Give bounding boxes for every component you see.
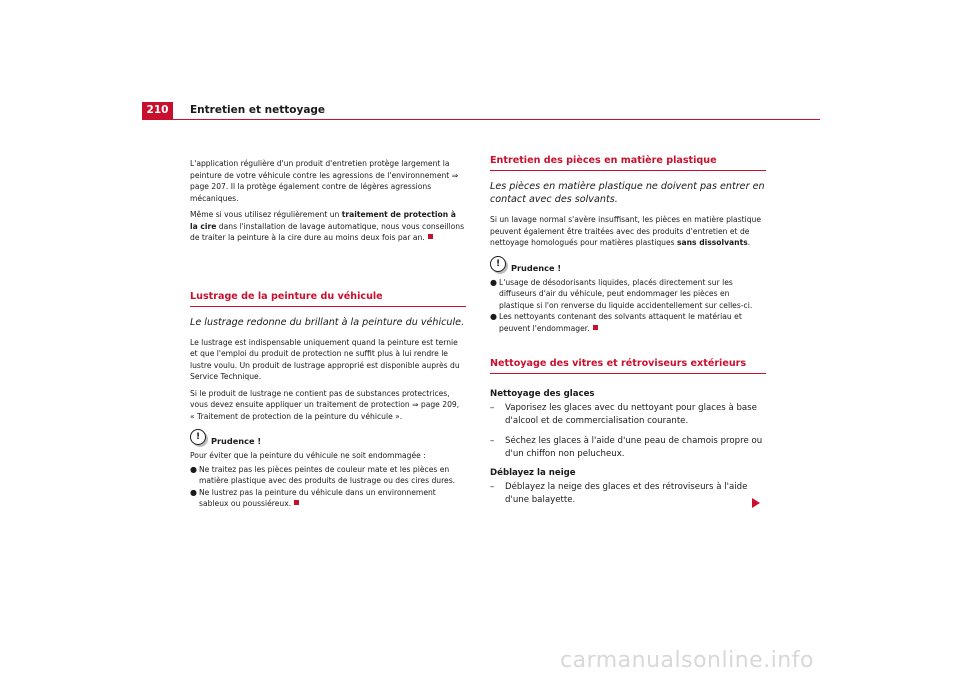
caution-box <box>190 428 466 446</box>
intro-paragraph: L'application régulière d'un produit d'entretien protège largement la peinture de votre véhicule contre les agressions de l'environnement ⇒ page 207. Il la protège également contre de légères agressions mécaniques. <box>190 159 459 203</box>
page-header-title: Entretien et nettoyage <box>190 104 326 116</box>
list-item: ● Les nettoyants contenant des solvants attaquent le matériau et peuvent l'endommager. <box>490 312 742 333</box>
next-page-arrow-icon <box>752 498 760 508</box>
caution-label: Prudence ! <box>511 262 562 273</box>
list-item: ● Ne lustrez pas la peinture du véhicule dans un environnement sableux ou poussiéreux. <box>190 487 436 508</box>
section-title-glass: Nettoyage des vitres et rétroviseurs extérieurs <box>490 358 766 374</box>
plastic-paragraph: Si un lavage normal s'avère insuffisant, les pièces en matière plastique peuvent également être traitées avec des produits d'entretien et de nettoyage homologués pour matières plastiques sans dissolvants. <box>490 215 762 247</box>
step-item: – Séchez les glaces à l'aide d'une peau de chamois propre ou d'un chiffon non pelucheux. <box>490 436 763 459</box>
bullet-icon: ● <box>190 487 197 497</box>
page-number: 210 <box>142 102 173 119</box>
end-marker-icon <box>593 325 598 330</box>
left-column <box>190 158 466 510</box>
bullet-icon: ● <box>490 277 497 287</box>
bullet-icon: ● <box>190 464 197 474</box>
list-item: ● Ne traitez pas les pièces peintes de couleur mate et les pièces en matière plastique avec des produits de lustrage ou des cires dures. <box>190 464 456 485</box>
header-rule <box>142 119 820 120</box>
warning-icon: ! <box>190 429 206 445</box>
section-title-polish: Lustrage de la peinture du véhicule <box>190 291 466 307</box>
list-item: ● L'usage de désodorisants liquides, placés directement sur les diffuseurs d'air du véhicule, peut endommager les pièces en plastique si l'on renverse du liquide accidentellement sur celles-ci. <box>490 277 753 310</box>
warning-icon: ! <box>490 256 506 272</box>
watermark: carmanualsonline.info <box>560 648 814 673</box>
caution-intro: Pour éviter que la peinture du véhicule ne soit endommagée : <box>190 451 426 460</box>
caution-box <box>490 255 766 273</box>
caution-label: Prudence ! <box>211 436 262 446</box>
right-column <box>490 155 766 514</box>
polish-paragraph: Si le produit de lustrage ne contient pas de substances protectrices, vous devez ensuite appliquer un traitement de protection ⇒ page 209, « Traitement de protection de la peinture du véhicule ». <box>190 388 460 421</box>
step-item: – Déblayez la neige des glaces et des rétroviseurs à l'aide d'une balayette. <box>490 482 748 505</box>
section-title-plastic: Entretien des pièces en matière plastique <box>490 155 766 171</box>
steps-heading-snow: Déblayez la neige <box>490 468 576 478</box>
section-subtitle-plastic: Les pièces en matière plastique ne doivent pas entrer en contact avec des solvants. <box>490 181 765 205</box>
end-marker-icon <box>428 234 433 239</box>
polish-paragraph: Le lustrage est indispensable uniquement quand la peinture est ternie et que l'emploi du produit de protection ne suffit plus à lui rendre le lustre voulu. Un produit de lustrage approprié est disponible auprès du Service Technique. <box>190 337 460 381</box>
end-marker-icon <box>294 500 299 505</box>
bullet-icon: ● <box>490 312 497 321</box>
section-subtitle-polish: Le lustrage redonne du brillant à la peinture du véhicule. <box>190 316 465 328</box>
steps-heading-glass: Nettoyage des glaces <box>490 389 595 399</box>
wax-paragraph: Même si vous utilisez régulièrement un traitement de protection à la cire dans l'installation de lavage automatique, nous vous conseillons de traiter la peinture à la cire dure au moins deux fois par an. <box>190 210 465 242</box>
step-item: – Vaporisez les glaces avec du nettoyant pour glaces à base d'alcool et de commercialisation courante. <box>490 403 757 426</box>
